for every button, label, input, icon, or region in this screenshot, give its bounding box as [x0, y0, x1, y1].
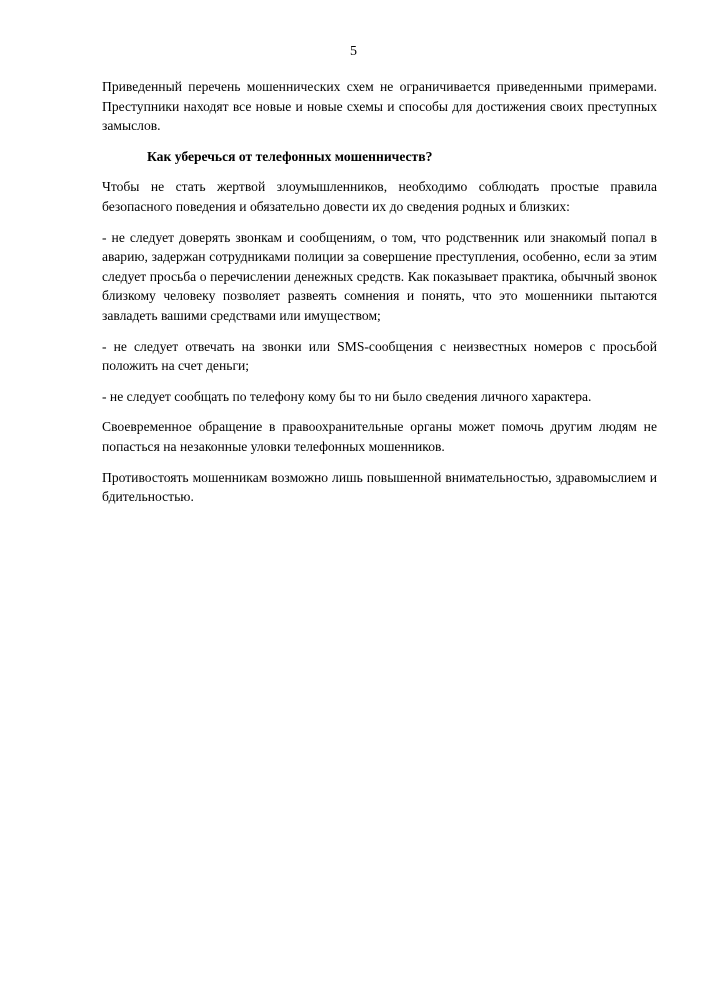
intro-paragraph: Приведенный перечень мошеннических схем не ограничивается приведенными примерами. Преступники находят все новые и новые схемы и способы для достижения своих преступных замыслов. [102, 79, 657, 134]
rule-item: - не следует отвечать на звонки или SMS-сообщения с неизвестных номеров с просьбой положить на счет деньги; [102, 338, 657, 374]
rule-item: - не следует сообщать по телефону кому бы то ни было сведения личного характера. [102, 388, 592, 404]
rule-item: - не следует доверять звонкам и сообщениям, о том, что родственник или знакомый попал в аварию, задержан сотрудниками полиции за совершение преступления, особенно, если за этим следует просьба о перечислении денежных средств. Как показывает практика, обычный звонок близкому человеку позволяет развеять сомнения и понять, что это мошенники пытаются завладеть вашими средствами или имуществом; [102, 229, 657, 323]
conclusion-paragraph: Противостоять мошенникам возможно лишь повышенной внимательностью, здравомыслием и бдительностью. [102, 469, 657, 505]
rules-intro-paragraph: Чтобы не стать жертвой злоумышленников, необходимо соблюдать простые правила безопасного поведения и обязательно довести их до сведения родных и близких: [102, 179, 657, 214]
timely-report-paragraph: Своевременное обращение в правоохранительные органы может помочь другим людям не попасться на незаконные уловки телефонных мошенников. [102, 419, 657, 454]
document-body [102, 77, 657, 518]
page-number: 5 [350, 44, 357, 59]
section-heading: Как уберечься от телефонных мошенничеств? [147, 148, 433, 164]
